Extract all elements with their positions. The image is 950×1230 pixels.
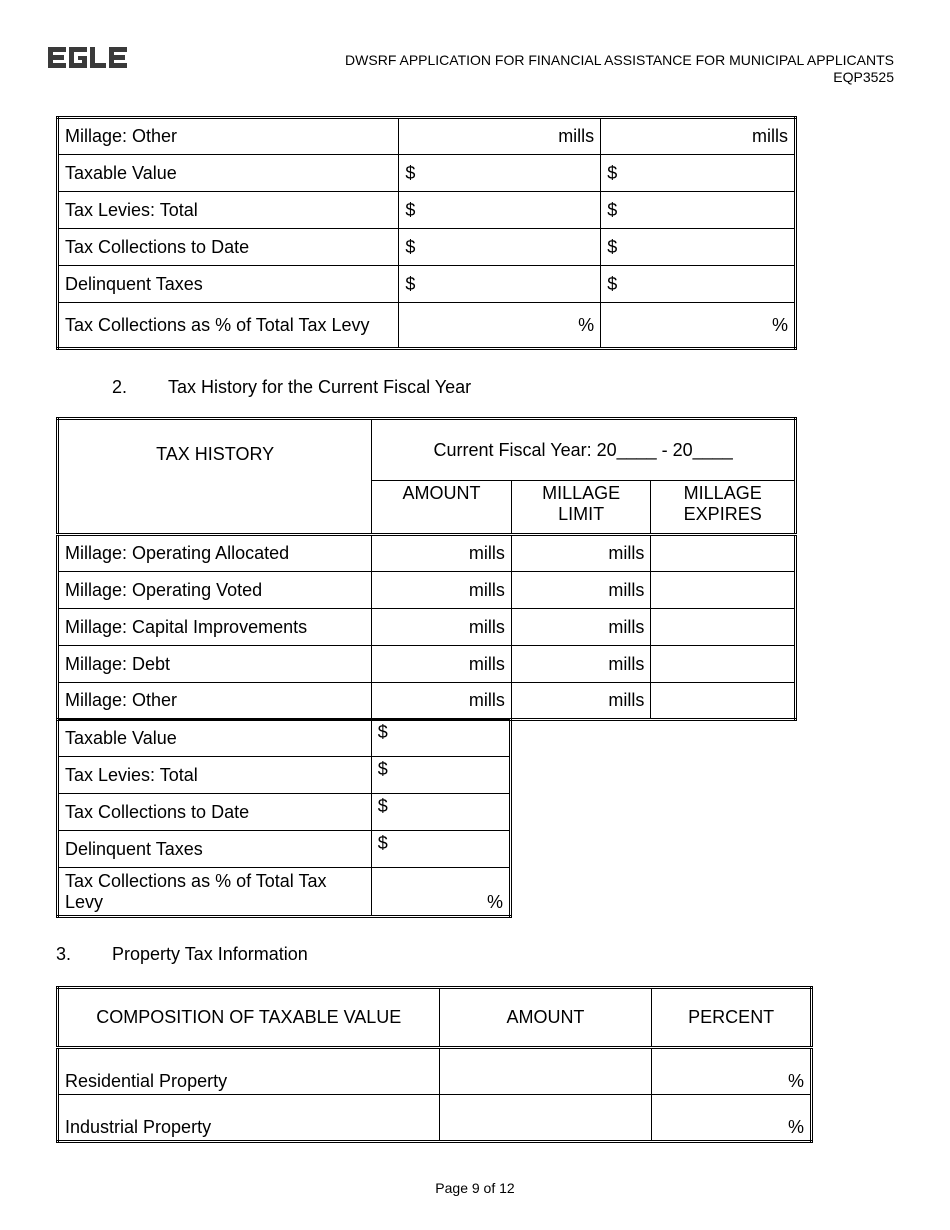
section-number: 3. — [56, 944, 72, 964]
row-label: Millage: Other — [58, 683, 372, 720]
millage-expires-field[interactable] — [651, 572, 796, 609]
amount-field[interactable]: mills — [372, 535, 512, 572]
row-label: Millage: Operating Voted — [58, 572, 372, 609]
amount-field[interactable] — [439, 1048, 652, 1095]
row-label: Industrial Property — [58, 1095, 440, 1142]
prior-year-1-field[interactable]: mills — [399, 118, 601, 155]
table-row — [58, 229, 796, 266]
amount-header: AMOUNT — [439, 988, 652, 1048]
millage-expires-header: MILLAGE EXPIRES — [651, 481, 796, 535]
table-row — [58, 720, 511, 757]
section-number: 2. — [112, 377, 128, 397]
tax-history-header: TAX HISTORY — [58, 419, 372, 535]
millage-expires-field[interactable] — [651, 609, 796, 646]
table-row — [58, 118, 796, 155]
millage-limit-field[interactable]: mills — [511, 572, 651, 609]
amount-field[interactable] — [439, 1095, 652, 1142]
row-label: Millage: Capital Improvements — [58, 609, 372, 646]
table-row — [58, 1095, 812, 1142]
table-row — [58, 572, 796, 609]
millage-limit-header: MILLAGE LIMIT — [511, 481, 651, 535]
amount-field[interactable]: mills — [372, 572, 512, 609]
document-title: DWSRF APPLICATION FOR FINANCIAL ASSISTANCE FOR MUNICIPAL APPLICANTS — [345, 52, 894, 68]
millage-expires-field[interactable] — [651, 646, 796, 683]
table-row — [58, 303, 796, 349]
tax-history-table — [56, 417, 797, 721]
prior-year-2-field[interactable]: mills — [601, 118, 796, 155]
row-label: Delinquent Taxes — [58, 831, 372, 868]
table-row — [58, 1048, 812, 1095]
prior-years-tax-table — [56, 116, 797, 350]
section-2-heading — [112, 377, 471, 398]
tax-history-values-table — [56, 719, 512, 918]
form-number: EQP3525 — [833, 69, 894, 85]
amount-field[interactable]: mills — [372, 609, 512, 646]
millage-limit-field[interactable]: mills — [511, 609, 651, 646]
table-row — [58, 266, 796, 303]
row-label: Taxable Value — [58, 720, 372, 757]
percent-field[interactable]: % — [652, 1048, 812, 1095]
millage-limit-field[interactable]: mills — [511, 646, 651, 683]
section-3-heading — [56, 944, 308, 965]
row-label: Millage: Debt — [58, 646, 372, 683]
section-title: Property Tax Information — [112, 944, 308, 964]
percent-header: PERCENT — [652, 988, 812, 1048]
composition-header: COMPOSITION OF TAXABLE VALUE — [58, 988, 440, 1048]
prior-year-1-field[interactable]: $ — [399, 229, 601, 266]
millage-expires-field[interactable] — [651, 535, 796, 572]
row-label: Tax Levies: Total — [58, 757, 372, 794]
amount-field[interactable]: $ — [371, 757, 510, 794]
table-row — [58, 609, 796, 646]
prior-year-2-field[interactable]: $ — [601, 192, 796, 229]
millage-limit-field[interactable]: mills — [511, 535, 651, 572]
section-title: Tax History for the Current Fiscal Year — [168, 377, 472, 397]
row-label: Taxable Value — [58, 155, 399, 192]
document-header — [345, 52, 894, 86]
table-row — [58, 794, 511, 831]
millage-limit-field[interactable]: mills — [511, 683, 651, 720]
table-row — [58, 155, 796, 192]
amount-field[interactable]: % — [371, 868, 510, 917]
percent-field[interactable]: % — [652, 1095, 812, 1142]
prior-year-2-field[interactable]: % — [601, 303, 796, 349]
prior-year-1-field[interactable]: $ — [399, 266, 601, 303]
amount-field[interactable]: $ — [371, 720, 510, 757]
table-row — [58, 646, 796, 683]
table-row — [58, 831, 511, 868]
row-label: Tax Collections as % of Total Tax Levy — [58, 868, 372, 917]
table-row — [58, 757, 511, 794]
table-row — [58, 868, 511, 917]
amount-field[interactable]: mills — [372, 683, 512, 720]
amount-field[interactable]: $ — [371, 831, 510, 868]
egle-logo — [48, 44, 128, 72]
current-fiscal-year: Current Fiscal Year: 20____ - 20____ — [372, 419, 796, 481]
prior-year-2-field[interactable]: $ — [601, 229, 796, 266]
page-number: Page 9 of 12 — [435, 1180, 515, 1196]
amount-header: AMOUNT — [372, 481, 512, 535]
property-tax-table — [56, 986, 813, 1143]
row-label: Tax Collections to Date — [58, 229, 399, 266]
prior-year-2-field[interactable]: $ — [601, 266, 796, 303]
row-label: Millage: Operating Allocated — [58, 535, 372, 572]
millage-expires-field[interactable] — [651, 683, 796, 720]
amount-field[interactable]: mills — [372, 646, 512, 683]
prior-year-1-field[interactable]: $ — [399, 192, 601, 229]
row-label: Delinquent Taxes — [58, 266, 399, 303]
prior-year-1-field[interactable]: % — [399, 303, 601, 349]
row-label: Tax Collections as % of Total Tax Levy — [58, 303, 399, 349]
table-row — [58, 683, 796, 720]
table-row — [58, 192, 796, 229]
row-label: Millage: Other — [58, 118, 399, 155]
row-label: Tax Levies: Total — [58, 192, 399, 229]
table-row — [58, 535, 796, 572]
row-label: Tax Collections to Date — [58, 794, 372, 831]
prior-year-1-field[interactable]: $ — [399, 155, 601, 192]
amount-field[interactable]: $ — [371, 794, 510, 831]
row-label: Residential Property — [58, 1048, 440, 1095]
prior-year-2-field[interactable]: $ — [601, 155, 796, 192]
